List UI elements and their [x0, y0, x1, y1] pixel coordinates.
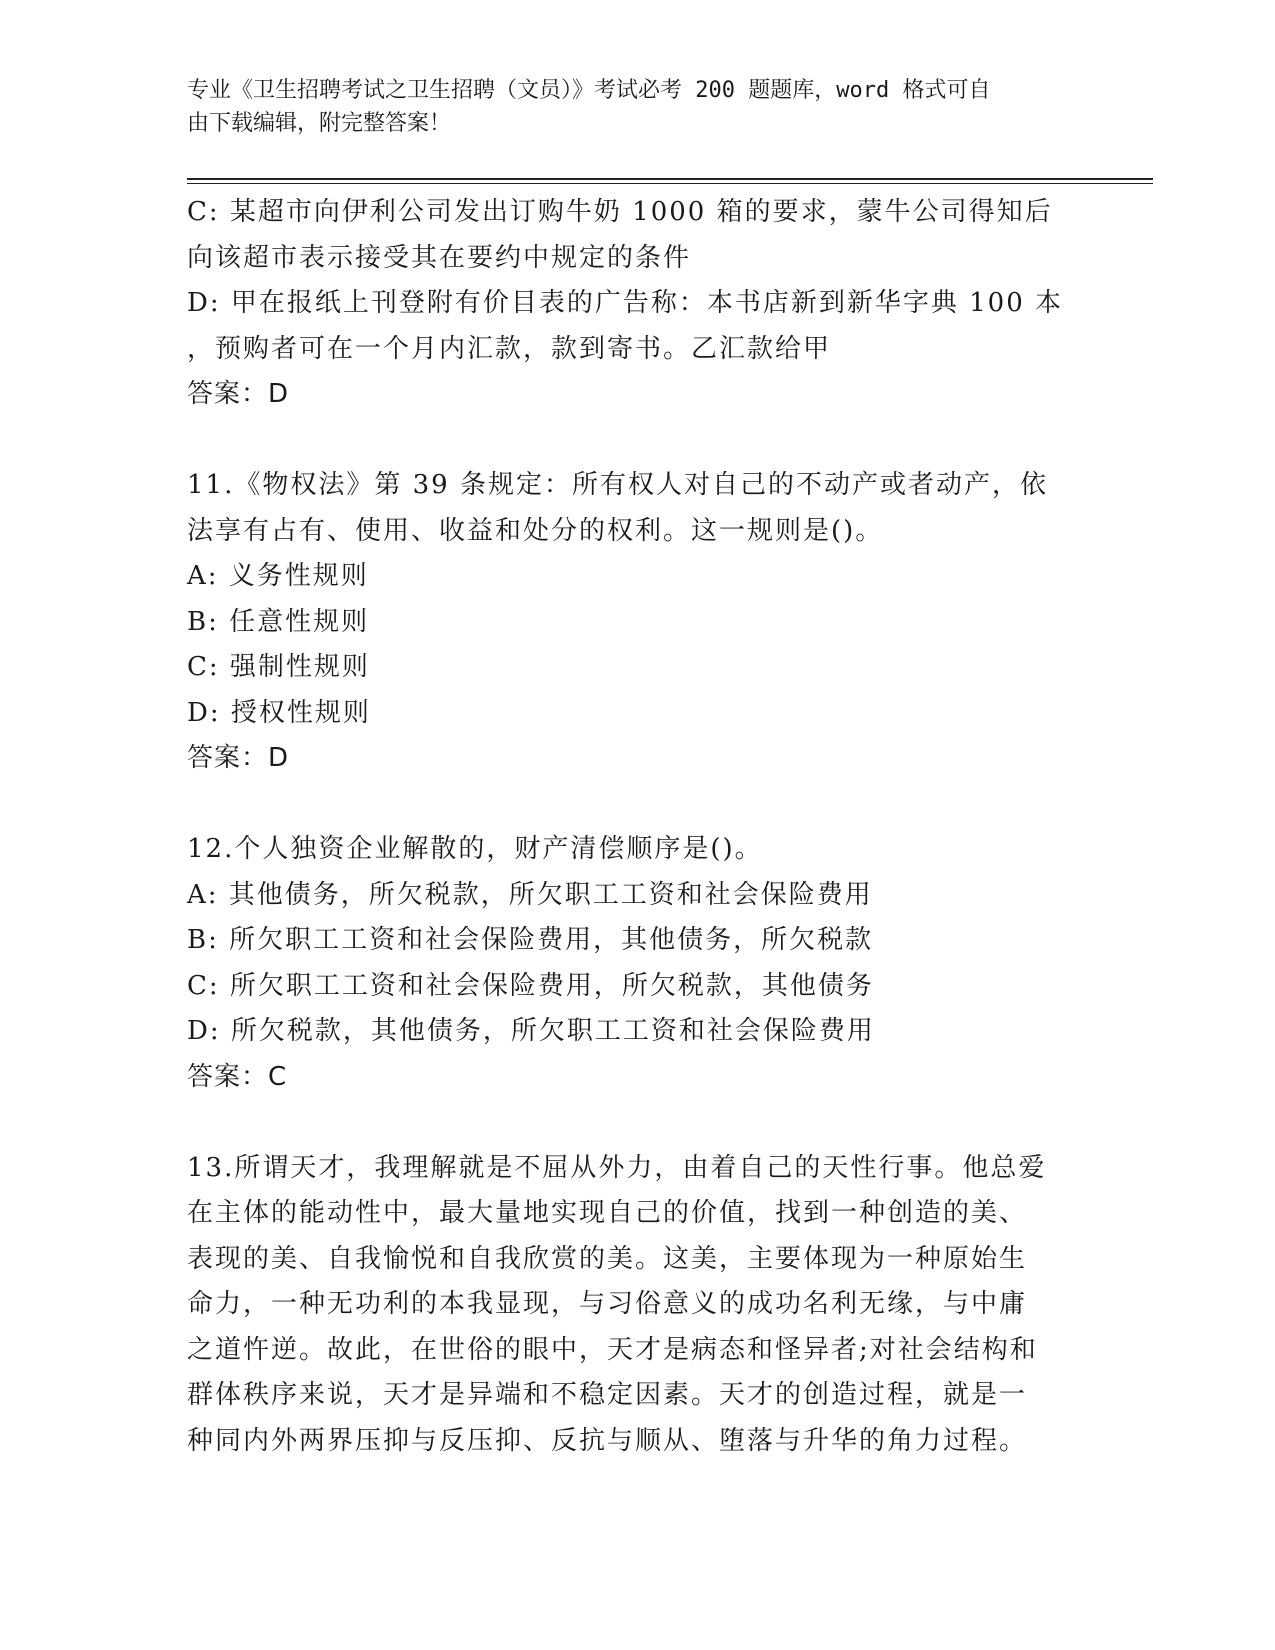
question-text-line: 在主体的能动性中，最大量地实现自己的价值，找到一种创造的美、 [187, 1198, 1028, 1228]
question-13-block [187, 1146, 1087, 1465]
question-11-block [187, 463, 1087, 782]
question-text-line: 之道忤逆。故此，在世俗的眼中，天才是病态和怪异者;对社会结构和 [187, 1334, 1038, 1365]
option-c-line-2: 向该超市表示接受其在要约中规定的条件 [187, 242, 692, 273]
question-text-line: 13.所谓天才，我理解就是不屈从外力，由着自己的天性行事。他总爱 [187, 1152, 1047, 1183]
page-header [187, 74, 1067, 140]
answer-label: 答案：C [187, 1061, 288, 1092]
option-c: C: 强制性规则 [187, 652, 370, 682]
header-divider-thin [187, 183, 1153, 184]
option-d-line-1: D: 甲在报纸上刊登附有价目表的广告称：本书店新到新华字典 100 本 [187, 288, 1064, 318]
spacer [187, 782, 1087, 828]
question-stem-line-1: 11.《物权法》第 39 条规定：所有权人对自己的不动产或者动产，依 [187, 470, 1048, 500]
question-text-line: 群体秩序来说，天才是异端和不稳定因素。天才的创造过程，就是一 [187, 1380, 1028, 1410]
question-12-block [187, 827, 1087, 1100]
header-line-2: 由下载编辑，附完整答案！ [187, 111, 452, 136]
option-a: A: 义务性规则 [187, 561, 369, 591]
spacer [187, 1100, 1087, 1146]
option-d-line-2: ，预购者可在一个月内汇款，款到寄书。乙汇款给甲 [187, 333, 832, 364]
answer-label: 答案：D [187, 743, 290, 773]
option-b: B: 任意性规则 [187, 606, 370, 637]
spacer [187, 418, 1087, 464]
question-text-line: 命力，一种无功利的本我显现，与习俗意义的成功名利无缘，与中庸 [187, 1289, 1028, 1319]
option-b: B: 所欠职工工资和社会保险费用，其他债务，所欠税款 [187, 925, 874, 955]
question-text-line: 种同内外两界压抑与反压抑、反抗与顺从、堕落与升华的角力过程。 [187, 1425, 1028, 1456]
option-d: D: 授权性规则 [187, 697, 371, 728]
option-a: A: 其他债务，所欠税款，所欠职工工资和社会保险费用 [187, 879, 873, 910]
option-c-line-1: C: 某超市向伊利公司发出订购牛奶 1000 箱的要求，蒙牛公司得知后 [187, 197, 1053, 227]
question-stem: 12.个人独资企业解散的，财产清偿顺序是()。 [187, 834, 763, 864]
question-text-line: 表现的美、自我愉悦和自我欣赏的美。这美，主要体现为一种原始生 [187, 1243, 1028, 1274]
option-d: D: 所欠税款，其他债务，所欠职工工资和社会保险费用 [187, 1016, 875, 1046]
option-c: C: 所欠职工工资和社会保险费用，所欠税款，其他债务 [187, 970, 874, 1001]
document-body [187, 190, 1087, 1464]
header-line-1: 专业《卫生招聘考试之卫生招聘（文员）》考试必考 200 题题库，word 格式可自 [187, 78, 991, 103]
previous-question-block [187, 190, 1087, 418]
question-stem-line-2: 法享有占有、使用、收益和处分的权利。这一规则是()。 [187, 515, 884, 546]
answer-label: 答案：D [187, 379, 290, 409]
header-divider-thick [187, 178, 1153, 180]
